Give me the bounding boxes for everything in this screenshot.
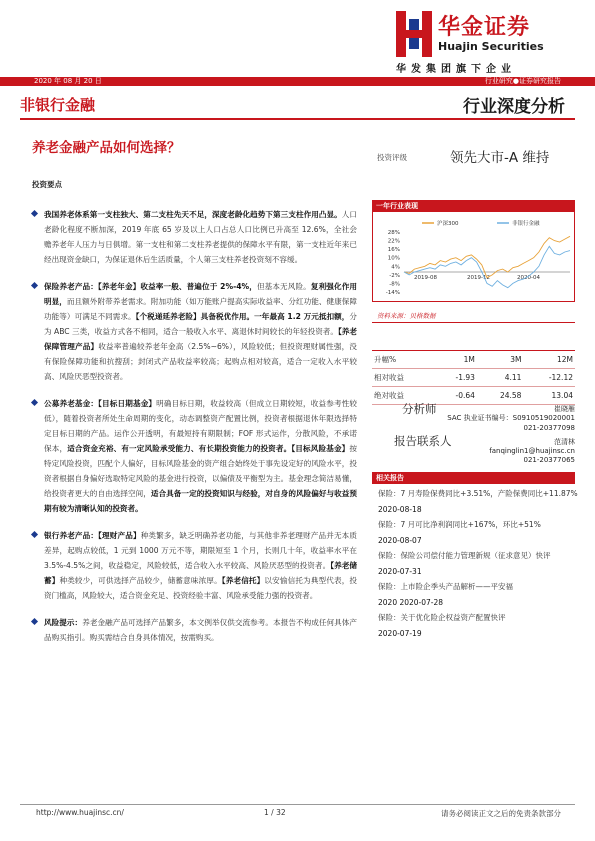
key-point-bold-text: 风险提示： xyxy=(44,618,83,627)
key-point-bold-text: 适合具备一定的投资知识与经验，对自身的风险偏好与收益预期有较为清晰认知的投资者。 xyxy=(44,489,357,513)
key-point-bold-text: 【养老保障管理产品】 xyxy=(44,327,357,351)
key-point-bold-text: 【个税递延养老险】具备税优作用。一年最高 1.2 万元抵扣额， xyxy=(135,312,350,321)
y-tick-label: -2% xyxy=(389,272,400,279)
perf-table-header-cell: 升幅% xyxy=(372,351,434,369)
page-number: 1 / 32 xyxy=(264,808,286,817)
contact-name: 范清林 xyxy=(554,438,575,446)
perf-table-header xyxy=(372,351,575,369)
table-cell: -12.12 xyxy=(523,369,575,387)
footer-divider xyxy=(20,804,575,805)
analyst-name: 崔晓雁 xyxy=(554,405,575,413)
key-point-text: 收益率普遍较养老年金高（2.5%~6%），风险较低；但投资理财属性强，没有保险保障功能和抗搜刮；封闭式产品收益率较高；起购点相对较高，适合一定收入水平较高、风险厌恶型投资者。 xyxy=(44,342,358,381)
related-report-item[interactable] xyxy=(378,579,578,610)
key-point-bold-text: 适合资金充裕、有一定风险承受能力、有长期投资能力的投资者。【目标风险基金】 xyxy=(67,444,350,453)
report-date: 2020 年 08 月 20 日 xyxy=(34,77,102,85)
key-point-item xyxy=(32,279,357,384)
related-report-text: 保险：7 月可比净利润同比+167%，环比+51% xyxy=(378,520,541,529)
table-cell: 24.58 xyxy=(477,387,524,405)
x-tick-label: 2019-12 xyxy=(467,275,490,281)
x-tick-label: 2019-08 xyxy=(414,275,437,281)
key-points-list xyxy=(32,207,357,657)
sector-title: 非银行金融 xyxy=(20,96,96,114)
table-cell: -1.93 xyxy=(434,369,477,387)
y-tick-label: -14% xyxy=(385,290,400,296)
related-report-date: 2020-07-19 xyxy=(378,628,422,638)
related-report-date: 2020 2020-07-28 xyxy=(378,597,444,607)
related-report-item[interactable] xyxy=(378,486,578,517)
perf-table-header-cell: 3M xyxy=(477,351,524,369)
related-reports-list xyxy=(378,486,578,641)
contact-phone: 021-20377065 xyxy=(523,456,575,464)
key-point-text: 种类较少，可供选择产品较少，储蓄意味浓厚。 xyxy=(59,576,222,585)
key-point-bold-text: 【养老储蓄】 xyxy=(44,561,357,585)
report-tag: 行业研究●证券研究报告 xyxy=(484,77,561,85)
key-point-text: 而且额外附带养老需求。附加功能（如万能账户提高实际收益率、分红功能、健康保障功能等）可满足不同需求。 xyxy=(44,297,357,321)
logo-text-cn: 华金证券 xyxy=(438,15,531,40)
legend-label: 沪深300 xyxy=(437,221,459,227)
related-reports-title: 相关报告 xyxy=(372,472,575,484)
table-cell: -0.64 xyxy=(434,387,477,405)
related-report-item[interactable] xyxy=(378,517,578,548)
key-point-text: 养老金融产品可选择产品繁多，本文例举仅供交流参考。本报告不构成任何具体产品购买指引。购买需结合自身具体情况，按需购买。 xyxy=(44,618,358,642)
report-type: 行业深度分析 xyxy=(463,97,565,117)
rating-label: 投资评级 xyxy=(377,153,407,162)
contact-email[interactable]: fanqinglin1@huajinsc.cn xyxy=(489,447,575,455)
key-point-item xyxy=(32,528,357,603)
key-point-text: 按特定风险投资，匹配个人偏好，目标风险基金的资产组合始终处于事先设定好的风险水平，投资者根据自身偏好选取特定风险的基金进行投资，以偏债及平衡型为主。基金理念简洁易懂，给投资者更大的自由选择空间， xyxy=(44,444,358,498)
y-tick-label: 28% xyxy=(387,230,400,236)
huajin-logo-icon xyxy=(396,11,432,57)
key-point-text: 人口老龄化程度不断加深，2019 年底 65 岁及以上人口占总人口比例已升高至 12.6%，全社会赡养老年人压力与日俱增。第一支柱和第二支柱养老提供的保障水平有限，第一支柱近年来已经出现资金缺口，为保证退休后生活质量，个人第三支柱养老投资刻不容缓。 xyxy=(44,210,358,264)
key-point-text: 种类繁多，缺乏明确养老功能，与其他非养老理财产品并无本质差异，起购点较低，1 元到 1000 万元不等，期限短至 1 个月，长则几十年，收益率水平在 3.5%-4.5%之间，收益稳定，风险较低，适合收入水平较高、风险厌恶型的投资者。 xyxy=(44,531,358,570)
table-cell: 绝对收益 xyxy=(372,387,434,405)
key-points-title: 投资要点 xyxy=(32,180,62,189)
legend-label: 非银行金融 xyxy=(512,221,540,227)
footer-url[interactable]: http://www.huajinsc.cn/ xyxy=(36,808,124,817)
y-tick-label: 10% xyxy=(387,255,400,262)
related-report-item[interactable] xyxy=(378,548,578,579)
key-point-item xyxy=(32,207,357,267)
key-point-item xyxy=(32,396,357,516)
key-point-bold-text: 我国养老体系第一支柱独大、第二支柱先天不足，深度老龄化趋势下第三支柱作用凸显。 xyxy=(44,210,342,219)
related-report-text: 保险：7 月寿险保费同比+3.51%，产险保费同比+11.87% xyxy=(378,489,578,498)
related-report-text: 保险：保险公司偿付能力管理新规（征求意见）快评 xyxy=(378,551,551,560)
y-tick-label: 16% xyxy=(387,247,400,254)
page-title: 养老金融产品如何选择？ xyxy=(32,140,181,156)
table-cell: 相对收益 xyxy=(372,369,434,387)
source-divider xyxy=(372,322,575,323)
key-point-bold-text: 公募养老基金：【目标日期基金】 xyxy=(44,399,157,408)
header-divider xyxy=(20,118,575,120)
key-point-text: 以安愉信托为典型代表，投资门槛高，风险较大，适合资金充足、投资经验丰富、风险承受能力强的投资者。 xyxy=(44,576,358,600)
key-point-bold-text: 【养老信托】 xyxy=(221,576,265,585)
x-tick-label: 2020-04 xyxy=(517,275,540,281)
analyst-sac: SAC 执业证书编号：S0910519020001 xyxy=(447,414,575,422)
key-point-text: 分为 ABC 三类，收益方式各不相同，适合一般收入水平、离退休时间较长的年轻投资者。 xyxy=(44,312,358,336)
analyst-label: 分析师 xyxy=(402,402,437,416)
slogan: 华发集团旗下企业 xyxy=(396,64,516,75)
analyst-phone: 021-20377098 xyxy=(523,424,575,432)
key-point-bold-text: 银行养老产品：【理财产品】 xyxy=(44,531,141,540)
perf-line-chart xyxy=(372,212,575,302)
perf-table-header-cell: 12M xyxy=(523,351,575,369)
related-report-text: 保险：关于优化险企权益资产配置快评 xyxy=(378,613,506,622)
footer-disclaimer: 请务必阅读正文之后的免责条款部分 xyxy=(441,809,561,818)
key-point-bold-text: 复利强化作用明显， xyxy=(44,282,358,306)
key-point-bold-text: 保险养老产品：【养老年金】收益率一般、普遍位于 2%-4%， xyxy=(44,282,257,291)
perf-table-header-cell: 1M xyxy=(434,351,477,369)
key-point-item xyxy=(32,615,357,645)
related-report-date: 2020-08-18 xyxy=(378,504,422,514)
table-row xyxy=(372,369,575,387)
series-line-non-bank xyxy=(404,246,570,287)
related-report-text: 保险：上市险企季头产品解析——平安福 xyxy=(378,582,513,591)
related-report-item[interactable] xyxy=(378,610,578,641)
chart-source: 资料来源：贝格数据 xyxy=(377,312,436,320)
series-line-hs300 xyxy=(404,236,570,277)
related-report-date: 2020-07-31 xyxy=(378,566,422,576)
perf-table xyxy=(372,350,575,405)
perf-box-title: 一年行业表现 xyxy=(372,200,575,212)
logo-text-en: Huajin Securities xyxy=(438,40,544,53)
related-report-date: 2020-08-07 xyxy=(378,535,422,545)
table-cell: 13.04 xyxy=(523,387,575,405)
table-cell: 4.11 xyxy=(477,369,524,387)
y-tick-label: -8% xyxy=(389,281,400,288)
rating-value: 领先大市-A 维持 xyxy=(450,150,550,166)
key-point-text: 但基本无风险。 xyxy=(256,282,311,291)
contact-label: 报告联系人 xyxy=(394,434,452,448)
y-tick-label: 4% xyxy=(391,264,400,271)
y-tick-label: 22% xyxy=(387,238,400,245)
key-point-text: 明确目标日期，收益较高（但成立日期较短，收益参考性较低），随着投资者所处生命周期的变化，动态调整资产配置比例，投资者根据退休年限选择特定目标日期的产品。运作公开透明，有最短持有期限制；FOF 形式运作，分散风险，不承诺保本， xyxy=(44,399,357,453)
